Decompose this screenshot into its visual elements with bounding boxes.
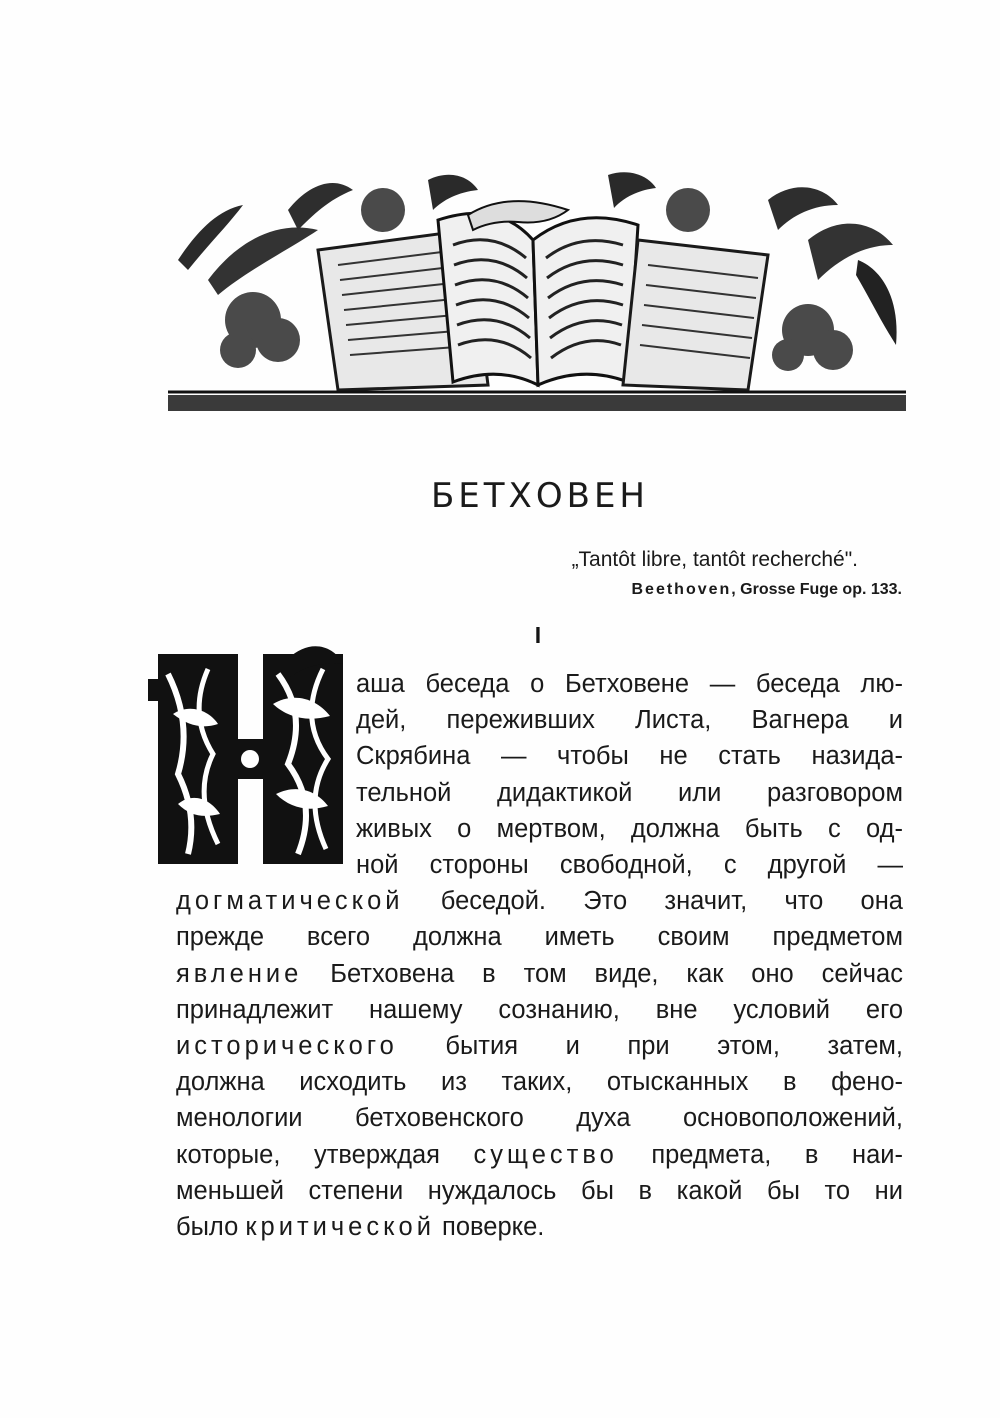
text-line: Скрябина — чтобы не стать назида- xyxy=(356,742,903,771)
text-line: догматической беседой. Это значит, что она xyxy=(176,887,903,916)
text-line: тельной дидактикой или разговором xyxy=(356,778,903,807)
text-line: менологии бетховенского духа основоположений, xyxy=(176,1104,903,1133)
epigraph-source-rest: , Grosse Fuge op. 133. xyxy=(731,581,902,598)
text-line: которые, утверждая существо предмета, в наи- xyxy=(176,1140,903,1169)
headpiece-illustration xyxy=(168,170,906,415)
text-line: аша беседа о Бетховене — беседа лю- xyxy=(356,670,903,698)
open-book-engraving-icon xyxy=(168,170,906,415)
text-line: было критической поверке. xyxy=(176,1213,545,1242)
text-line: меньшей степени нуждалось бы в какой бы то ни xyxy=(176,1176,903,1205)
chapter-title-text: БЕТХОВЕН xyxy=(430,476,649,516)
text-line: ной стороны свободной, с другой — xyxy=(356,851,903,880)
text-line: дей, переживших Листа, Вагнера и xyxy=(356,706,903,735)
text-line: принадлежит нашему сознанию, вне условий его xyxy=(176,995,903,1024)
text-line: явление Бетховена в том виде, как оно сейчас xyxy=(176,959,903,988)
epigraph-quote: „Tantôt libre, tantôt recherché". xyxy=(571,548,858,571)
chapter-title xyxy=(0,476,1000,516)
epigraph-source-name: Beethoven xyxy=(631,581,732,598)
text-line: прежде всего должна иметь своим предметом xyxy=(176,923,903,952)
section-number-text: I xyxy=(534,622,542,648)
body-text xyxy=(176,666,903,1245)
text-line: должна исходить из таких, отысканных в фено- xyxy=(176,1068,903,1097)
epigraph-source xyxy=(631,581,902,599)
text-line: исторического бытия и при этом, затем, xyxy=(176,1032,903,1061)
text-line: живых о мертвом, должна быть с од- xyxy=(356,814,903,843)
